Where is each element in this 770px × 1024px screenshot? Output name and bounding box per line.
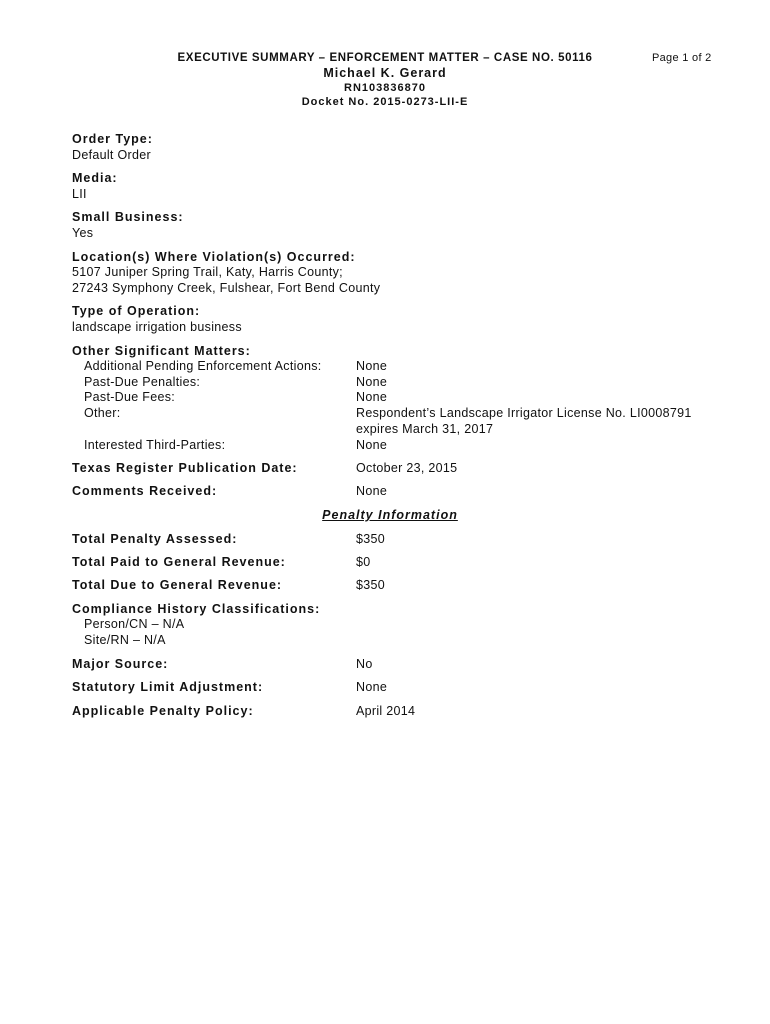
operation-label: Type of Operation:: [72, 304, 201, 318]
past-due-fees-label: Past-Due Fees:: [84, 390, 176, 404]
policy-value: April 2014: [356, 704, 416, 718]
respondent-name: Michael K. Gerard: [323, 66, 447, 80]
other-label: Other:: [84, 406, 121, 420]
past-due-penalties-value: None: [356, 375, 388, 389]
statutory-label: Statutory Limit Adjustment:: [72, 680, 264, 694]
other-value-continued: expires March 31, 2017: [356, 422, 494, 436]
compliance-site: Site/RN – N/A: [84, 633, 166, 647]
policy-label: Applicable Penalty Policy:: [72, 704, 254, 718]
publication-date-value: October 23, 2015: [356, 461, 458, 475]
paid-revenue-value: $0: [356, 555, 371, 569]
small-business-label: Small Business:: [72, 210, 184, 224]
docket-number: Docket No. 2015-0273-LII-E: [301, 96, 469, 108]
pending-actions-label: Additional Pending Enforcement Actions:: [84, 359, 322, 373]
third-parties-value: None: [356, 438, 388, 452]
statutory-value: None: [356, 680, 388, 694]
other-matters-label: Other Significant Matters:: [72, 344, 251, 358]
penalty-section-heading: Penalty Information: [322, 508, 458, 522]
page-number: Page 1 of 2: [652, 52, 712, 64]
penalty-assessed-label: Total Penalty Assessed:: [72, 532, 238, 546]
operation-value: landscape irrigation business: [72, 320, 242, 334]
small-business-value: Yes: [72, 226, 94, 240]
document-title: EXECUTIVE SUMMARY – ENFORCEMENT MATTER – CASE NO. 50116: [177, 52, 593, 64]
location-line: 5107 Juniper Spring Trail, Katy, Harris County;: [72, 265, 343, 279]
other-value: Respondent’s Landscape Irrigator License No. LI0008791: [356, 406, 692, 420]
due-revenue-label: Total Due to General Revenue:: [72, 578, 283, 592]
order-type-label: Order Type:: [72, 132, 153, 146]
media-value: LII: [72, 187, 87, 201]
publication-date-label: Texas Register Publication Date:: [72, 461, 298, 475]
comments-value: None: [356, 484, 388, 498]
compliance-person: Person/CN – N/A: [84, 617, 185, 631]
location-line: 27243 Symphony Creek, Fulshear, Fort Bend County: [72, 281, 381, 295]
penalty-assessed-value: $350: [356, 532, 386, 546]
locations-label: Location(s) Where Violation(s) Occurred:: [72, 250, 356, 264]
major-source-label: Major Source:: [72, 657, 169, 671]
pending-actions-value: None: [356, 359, 388, 373]
major-source-value: No: [356, 657, 373, 671]
third-parties-label: Interested Third-Parties:: [84, 438, 226, 452]
order-type-value: Default Order: [72, 148, 151, 162]
due-revenue-value: $350: [356, 578, 386, 592]
media-label: Media:: [72, 171, 118, 185]
compliance-label: Compliance History Classifications:: [72, 602, 321, 616]
past-due-fees-value: None: [356, 390, 388, 404]
comments-label: Comments Received:: [72, 484, 218, 498]
paid-revenue-label: Total Paid to General Revenue:: [72, 555, 286, 569]
rn-number: RN103836870: [344, 82, 426, 94]
past-due-penalties-label: Past-Due Penalties:: [84, 375, 201, 389]
